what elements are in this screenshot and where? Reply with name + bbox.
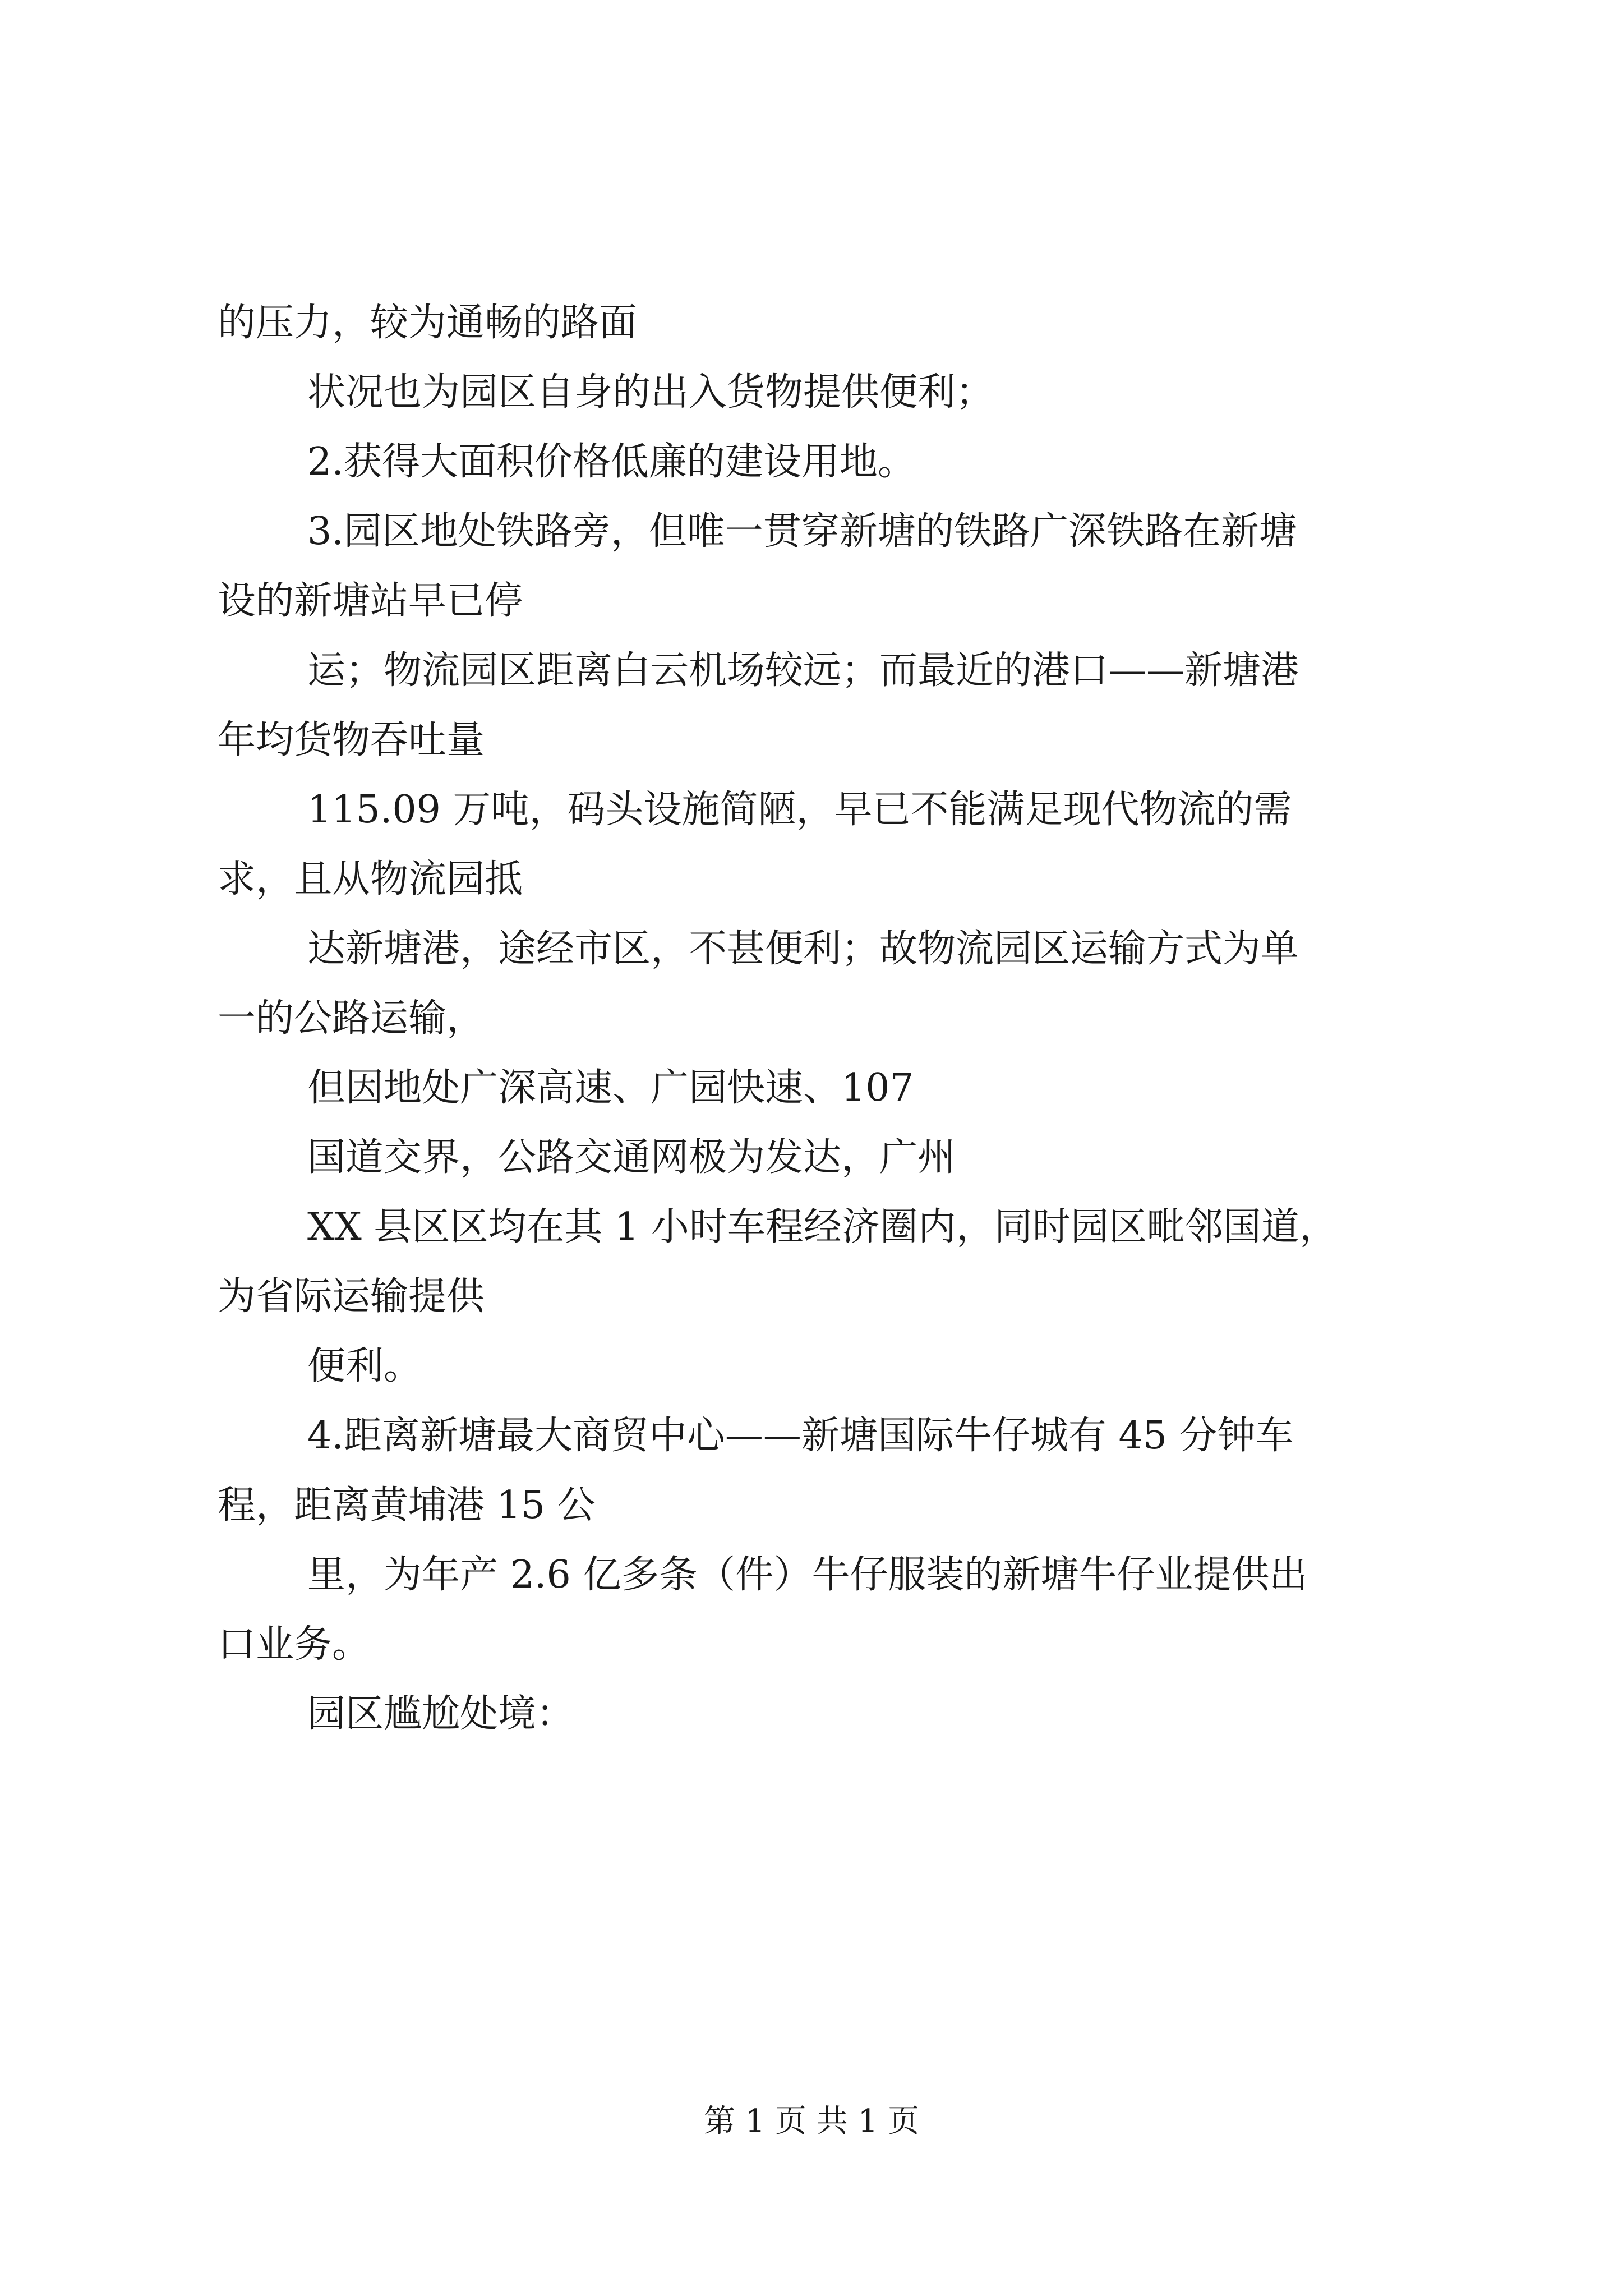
text-line-12: 但因地处广深高速、广园快速、107 (307, 1066, 914, 1110)
text-line-16: 便利。 (307, 1344, 422, 1388)
page-number-footer: 第 1 页 共 1 页 (703, 2103, 920, 2139)
text-line-8: 115.09 万吨，码头设施简陋，早已不能满足现代物流的需 (307, 788, 1292, 832)
text-line-5: 设的新塘站早已停 (218, 579, 523, 623)
text-line-10: 达新塘港，途经市区，不甚便利；故物流园区运输方式为单 (307, 927, 1299, 971)
text-line-18: 程，距离黄埔港 15 公 (218, 1483, 596, 1527)
text-line-21: 园区尴尬处境： (307, 1692, 575, 1736)
text-line-9: 求，且从物流园抵 (218, 857, 523, 901)
text-line-2: 状况也为园区自身的出入货物提供便利； (307, 370, 994, 415)
text-line-3: 2.获得大面积价格低廉的建设用地。 (307, 440, 916, 484)
text-line-7: 年均货物吞吐量 (218, 718, 485, 762)
text-line-6: 运；物流园区距离白云机场较远；而最近的港口——新塘港 (307, 648, 1299, 693)
text-line-20: 口业务。 (218, 1622, 371, 1667)
text-line-15: 为省际运输提供 (218, 1274, 485, 1319)
document-body (218, 288, 1440, 1749)
text-line-11: 一的公路运输， (218, 996, 485, 1041)
text-line-14: XX 县区区均在其 1 小时车程经济圈内，同时园区毗邻国道， (307, 1205, 1338, 1249)
text-line-19: 里，为年产 2.6 亿多条（件）牛仔服装的新塘牛仔业提供出 (307, 1553, 1308, 1597)
text-line-4: 3.园区地处铁路旁，但唯一贯穿新塘的铁路广深铁路在新塘 (307, 509, 1297, 554)
text-line-13: 国道交界，公路交通网极为发达，广州 (307, 1135, 956, 1180)
text-line-1: 的压力，较为通畅的路面 (218, 301, 638, 345)
text-line-17: 4.距离新塘最大商贸中心——新塘国际牛仔城有 45 分钟车 (307, 1414, 1294, 1458)
